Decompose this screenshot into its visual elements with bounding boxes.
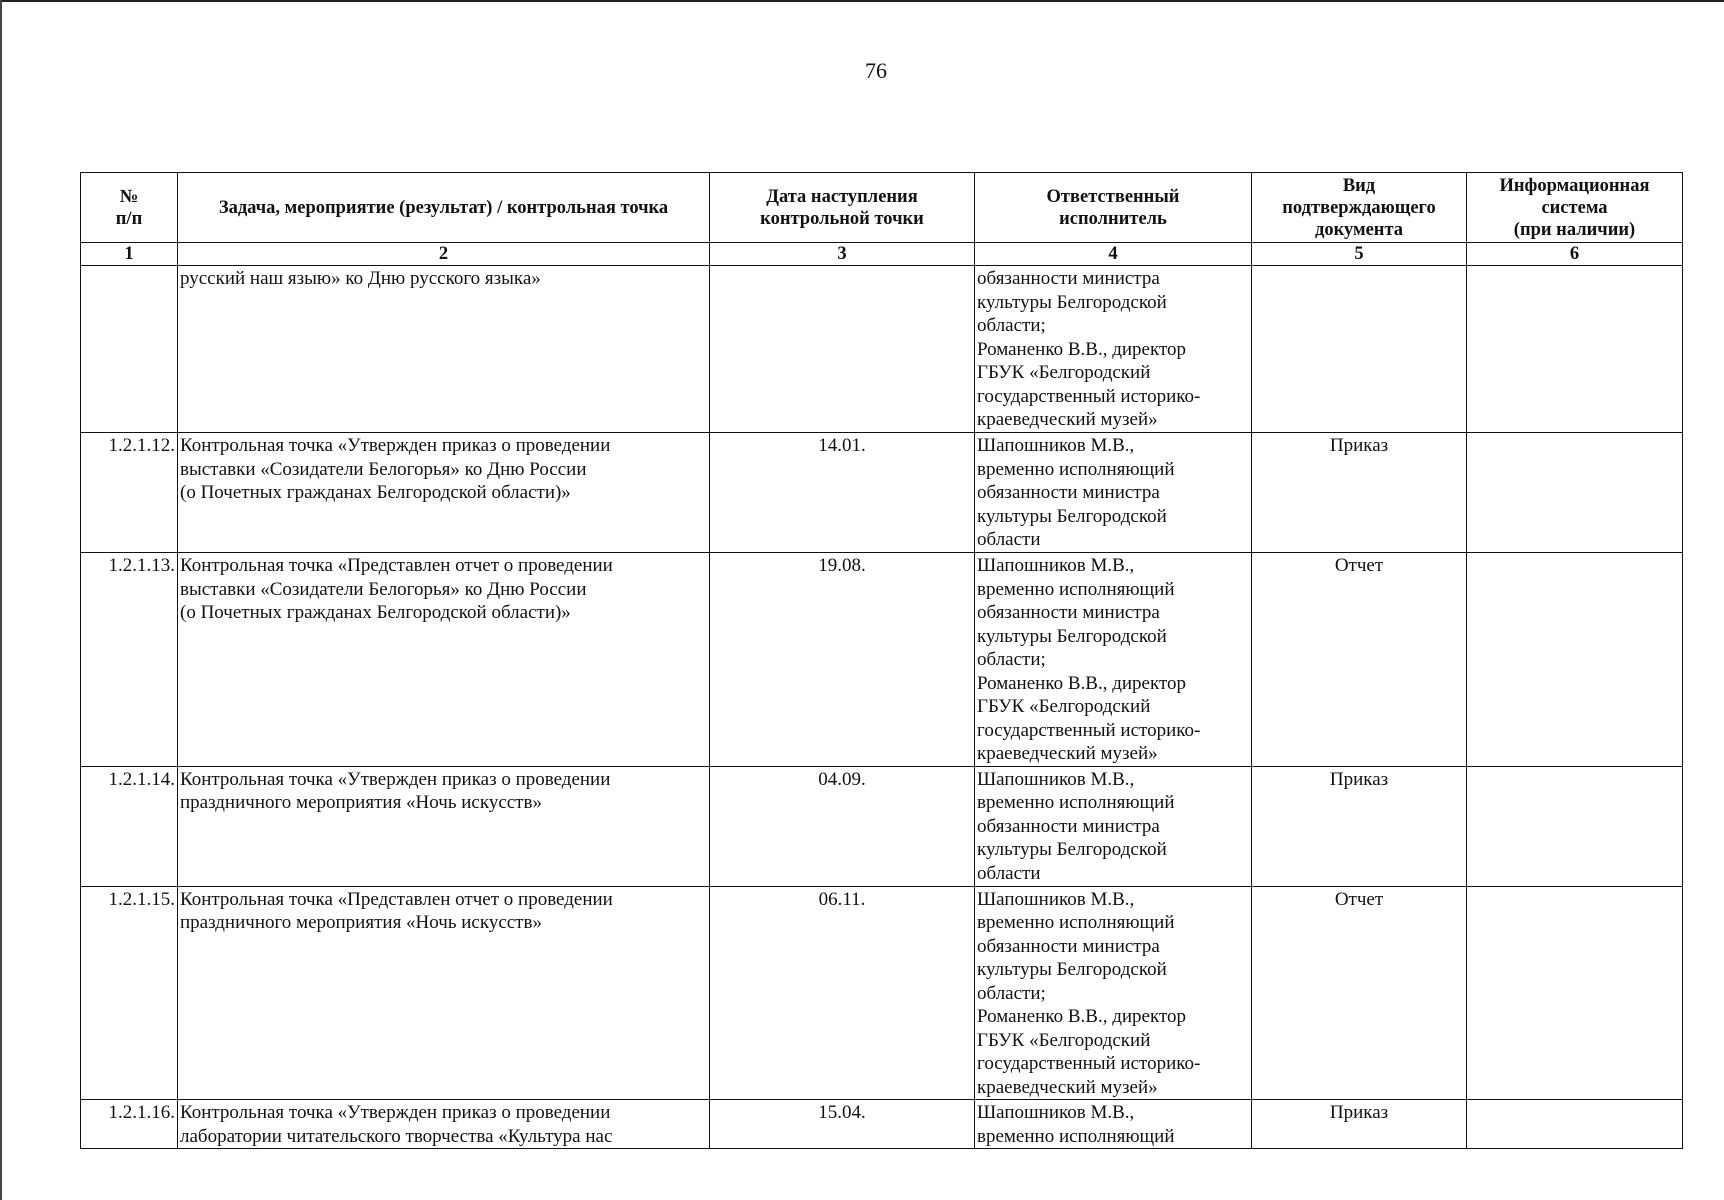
header-date: Дата наступления контрольной точки bbox=[710, 173, 975, 243]
row-document-type: Приказ bbox=[1252, 1100, 1467, 1149]
row-task: Контрольная точка «Утвержден приказ о проведении праздничного мероприятия «Ночь искусств» bbox=[178, 766, 710, 886]
row-task: Контрольная точка «Представлен отчет о проведении выставки «Созидатели Белогорья» ко Дню России (о Почетных гражданах Белгородской области)» bbox=[178, 553, 710, 767]
table-row bbox=[81, 553, 1683, 767]
row-date bbox=[710, 266, 975, 433]
row-responsible: Шапошников М.В., временно исполняющий bbox=[975, 1100, 1252, 1149]
column-number: 2 bbox=[178, 243, 710, 266]
row-date: 19.08. bbox=[710, 553, 975, 767]
header-responsible: Ответственный исполнитель bbox=[975, 173, 1252, 243]
column-number: 6 bbox=[1467, 243, 1683, 266]
table-row bbox=[81, 433, 1683, 553]
table-row bbox=[81, 766, 1683, 886]
row-task: Контрольная точка «Утвержден приказ о проведении лаборатории читательского творчества «Культура нас bbox=[178, 1100, 710, 1149]
row-date: 04.09. bbox=[710, 766, 975, 886]
row-information-system bbox=[1467, 266, 1683, 433]
row-responsible: Шапошников М.В., временно исполняющий обязанности министра культуры Белгородской области; Романенко В.В., директор ГБУК «Белгородский государственный историко- краеведческий музей» bbox=[975, 553, 1252, 767]
header-task: Задача, мероприятие (результат) / контрольная точка bbox=[178, 173, 710, 243]
header-information-system: Информационная система (при наличии) bbox=[1467, 173, 1683, 243]
page-number: 76 bbox=[865, 58, 887, 83]
table-row bbox=[81, 886, 1683, 1100]
row-document-type: Отчет bbox=[1252, 553, 1467, 767]
row-document-type: Приказ bbox=[1252, 433, 1467, 553]
row-responsible: Шапошников М.В., временно исполняющий обязанности министра культуры Белгородской области bbox=[975, 433, 1252, 553]
row-information-system bbox=[1467, 1100, 1683, 1149]
column-number-row bbox=[81, 243, 1683, 266]
scan-edge-left bbox=[0, 0, 2, 1200]
row-number: 1.2.1.14. bbox=[81, 766, 178, 886]
table-row bbox=[81, 1100, 1683, 1149]
row-number: 1.2.1.12. bbox=[81, 433, 178, 553]
row-task: Контрольная точка «Представлен отчет о проведении праздничного мероприятия «Ночь искусств» bbox=[178, 886, 710, 1100]
control-points-table bbox=[80, 172, 1683, 1149]
row-date: 15.04. bbox=[710, 1100, 975, 1149]
row-task: русский наш языю» ко Дню русского языка» bbox=[178, 266, 710, 433]
table-header-row bbox=[81, 173, 1683, 243]
column-number: 5 bbox=[1252, 243, 1467, 266]
row-information-system bbox=[1467, 433, 1683, 553]
row-document-type: Приказ bbox=[1252, 766, 1467, 886]
header-document-type: Вид подтверждающего документа bbox=[1252, 173, 1467, 243]
column-number: 4 bbox=[975, 243, 1252, 266]
row-responsible: Шапошников М.В., временно исполняющий обязанности министра культуры Белгородской области bbox=[975, 766, 1252, 886]
row-number: 1.2.1.13. bbox=[81, 553, 178, 767]
row-information-system bbox=[1467, 886, 1683, 1100]
row-document-type bbox=[1252, 266, 1467, 433]
header-number: № п/п bbox=[81, 173, 178, 243]
row-number: 1.2.1.15. bbox=[81, 886, 178, 1100]
table-row bbox=[81, 266, 1683, 433]
row-number: 1.2.1.16. bbox=[81, 1100, 178, 1149]
row-responsible: Шапошников М.В., временно исполняющий обязанности министра культуры Белгородской области; Романенко В.В., директор ГБУК «Белгородский государственный историко- краеведческий музей» bbox=[975, 886, 1252, 1100]
row-task: Контрольная точка «Утвержден приказ о проведении выставки «Созидатели Белогорья» ко Дню России (о Почетных гражданах Белгородской области)» bbox=[178, 433, 710, 553]
row-date: 06.11. bbox=[710, 886, 975, 1100]
column-number: 1 bbox=[81, 243, 178, 266]
row-number bbox=[81, 266, 178, 433]
row-responsible: обязанности министра культуры Белгородской области; Романенко В.В., директор ГБУК «Белгородский государственный историко- краеведческий музей» bbox=[975, 266, 1252, 433]
row-date: 14.01. bbox=[710, 433, 975, 553]
scan-edge-top bbox=[0, 0, 1724, 2]
column-number: 3 bbox=[710, 243, 975, 266]
row-information-system bbox=[1467, 766, 1683, 886]
row-information-system bbox=[1467, 553, 1683, 767]
row-document-type: Отчет bbox=[1252, 886, 1467, 1100]
